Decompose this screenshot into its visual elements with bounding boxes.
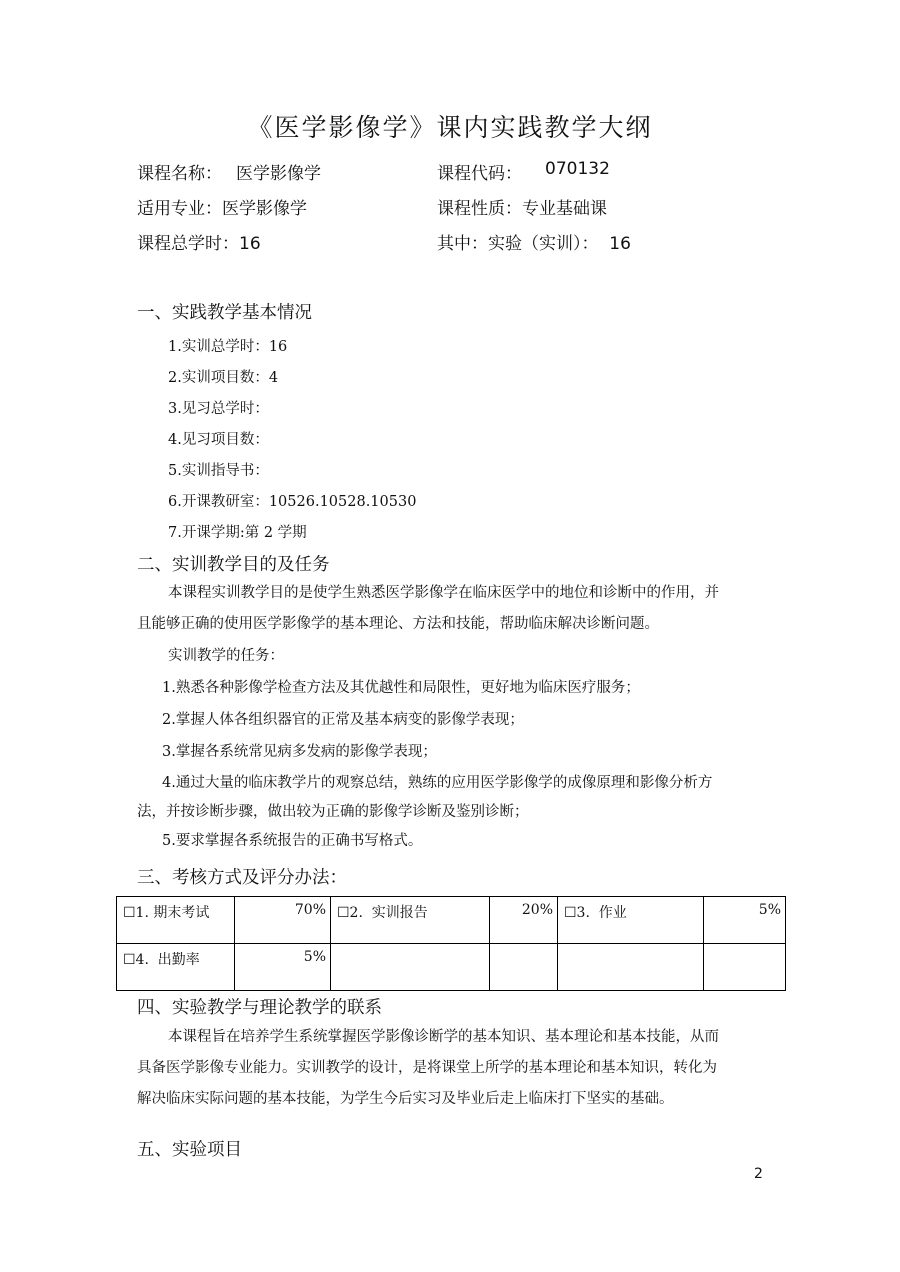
empty-cell [490,944,558,991]
course-name-label: 课程名称： [137,164,222,184]
section4-paragraph-line: 具备医学影像专业能力。实训教学的设计，是将课堂上所学的基本理论和基本知识，转化为 [137,1060,717,1076]
section2-task: 5.要求掌握各系统报告的正确书写格式。 [162,833,423,849]
table-row [117,897,786,944]
section1-heading: 一、实践教学基本情况 [137,303,312,323]
grade-pct: 20% [490,897,558,944]
grade-item-report: ☐2. 实训报告 [331,897,490,944]
grade-pct: 70% [235,897,331,944]
section2-heading: 二、实训教学目的及任务 [137,555,330,575]
section1-item: 3.见习总学时： [168,401,269,417]
grade-item-homework: ☐3. 作业 [558,897,704,944]
grading-table [116,896,786,991]
page-number: 2 [754,1166,763,1182]
empty-cell [704,944,786,991]
empty-cell [558,944,704,991]
grade-pct: 5% [235,944,331,991]
section2-task: 4.通过大量的临床教学片的观察总结，熟练的应用医学影像学的成像原理和影像分析方 [162,775,713,791]
section2-intro-line: 本课程实训教学目的是使学生熟悉医学影像学在临床医学中的地位和诊断中的作用，并 [168,585,719,601]
section1-item: 6.开课教研室：10526.10528.10530 [168,494,417,510]
section4-paragraph-line: 本课程旨在培养学生系统掌握医学影像诊断学的基本知识、基本理论和基本技能，从而 [168,1029,719,1045]
section4-paragraph-line: 解决临床实际问题的基本技能，为学生今后实习及毕业后走上临床打下坚实的基础。 [137,1091,674,1107]
grade-pct: 5% [704,897,786,944]
section2-intro-line: 且能够正确的使用医学影像学的基本理论、方法和技能，帮助临床解决诊断问题。 [137,616,659,632]
section3-heading: 三、考核方式及评分办法： [137,868,347,888]
experiment-hours: 其中：实验（实训）： 16 [437,234,631,254]
section2-task: 1.熟悉各种影像学检查方法及其优越性和局限性，更好地为临床医疗服务； [162,680,640,696]
grade-item-final-exam: ☐1. 期末考试 [117,897,235,944]
section1-item: 4.见习项目数： [168,432,269,448]
course-nature: 课程性质：专业基础课 [437,199,607,219]
course-code-value: 070132 [545,159,610,179]
section5-heading: 五、实验项目 [137,1140,242,1160]
section2-task: 3.掌握各系统常见病多发病的影像学表现； [162,744,437,760]
section2-task: 法，并按诊断步骤，做出较为正确的影像学诊断及鉴别诊断； [137,804,529,820]
table-row [117,944,786,991]
course-name-value: 医学影像学 [236,164,321,184]
page-title: 《医学影像学》课内实践教学大纲 [247,113,653,142]
empty-cell [331,944,490,991]
total-hours: 课程总学时：16 [137,234,261,254]
section2-tasks-label: 实训教学的任务： [168,648,284,664]
section1-item: 2.实训项目数：4 [168,370,279,386]
section1-item: 1.实训总学时：16 [168,339,288,355]
section2-task: 2.掌握人体各组织器官的正常及基本病变的影像学表现； [162,712,524,728]
section1-item: 7.开课学期:第 2 学期 [168,525,307,541]
section4-heading: 四、实验教学与理论教学的联系 [137,998,382,1018]
section1-item: 5.实训指导书： [168,463,269,479]
course-code-label: 课程代码： [437,164,522,184]
applicable-major: 适用专业：医学影像学 [137,199,307,219]
grade-item-attendance: ☐4. 出勤率 [117,944,235,991]
